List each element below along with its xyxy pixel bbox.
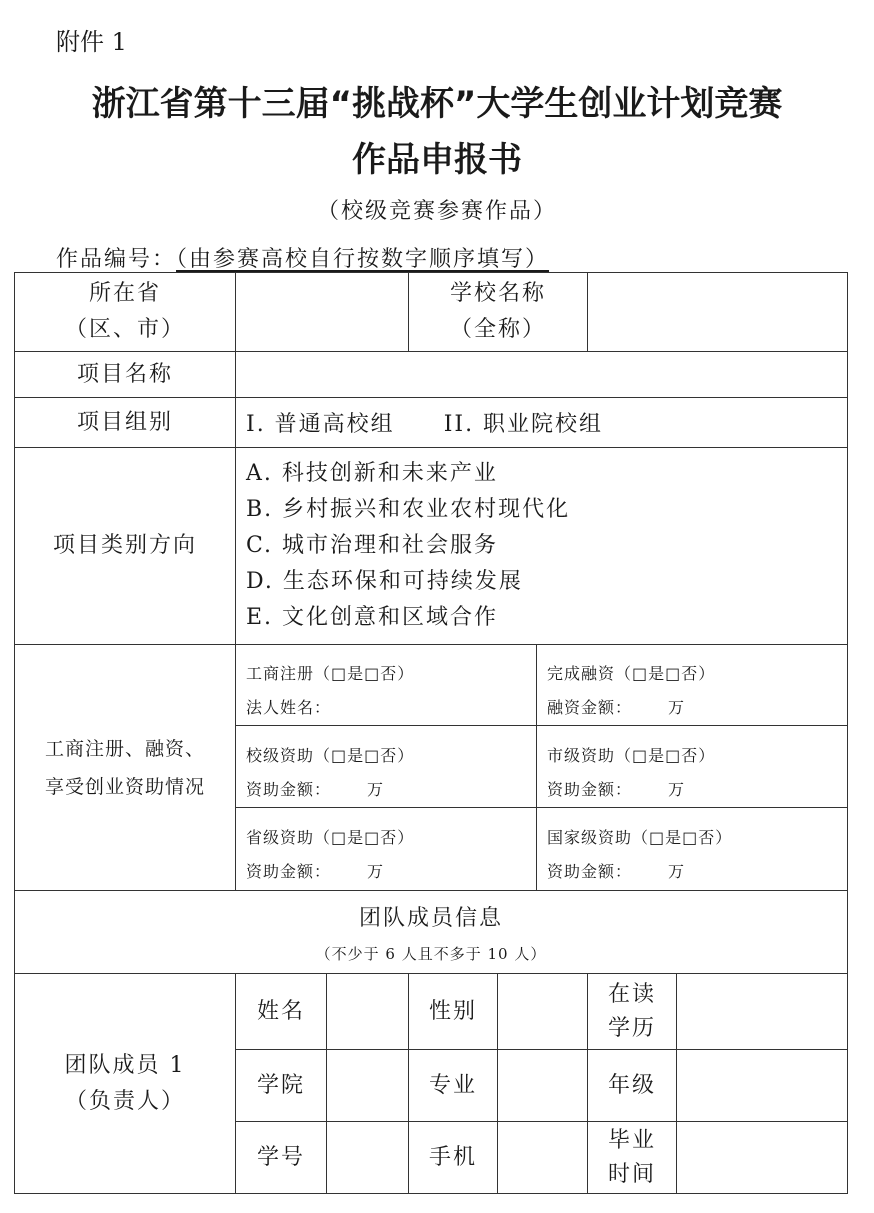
name-field[interactable]: [327, 974, 409, 1050]
student-id-field[interactable]: [327, 1122, 409, 1194]
major-field[interactable]: [498, 1050, 588, 1122]
grade-label: 年级: [588, 1050, 677, 1122]
graduation-time-field[interactable]: [677, 1122, 848, 1194]
attachment-label: 附件 1: [56, 28, 127, 56]
financing-cell[interactable]: 完成融资（□是□否） 融资金额： 万: [537, 645, 848, 726]
team-info-title: 团队成员信息: [359, 906, 504, 931]
group-option-general[interactable]: I. 普通高校组: [246, 412, 395, 437]
category-option-e[interactable]: E. 文化创意和区域合作: [246, 605, 499, 630]
college-field[interactable]: [327, 1050, 409, 1122]
team-member-1-label: 团队成员 1 （负责人）: [15, 974, 236, 1194]
school-name-field[interactable]: [588, 273, 848, 352]
business-registration-cell[interactable]: 工商注册（□是□否） 法人姓名：: [236, 645, 537, 726]
major-label: 专业: [409, 1050, 498, 1122]
gender-field[interactable]: [498, 974, 588, 1050]
national-funding-cell[interactable]: 国家级资助（□是□否） 资助金额： 万: [537, 808, 848, 891]
form-title-line2: 作品申报书: [352, 140, 522, 180]
work-number-row: [56, 242, 549, 273]
group-option-vocational[interactable]: II. 职业院校组: [443, 412, 604, 437]
phone-label: 手机: [409, 1122, 498, 1194]
team-info-note: （不少于 6 人且不多于 10 人）: [315, 945, 547, 963]
province-label: 所在省 （区、市）: [15, 273, 236, 352]
school-funding-cell[interactable]: 校级资助（□是□否） 资助金额： 万: [236, 726, 537, 808]
school-name-label: 学校名称 （全称）: [409, 273, 588, 352]
grade-field[interactable]: [677, 1050, 848, 1122]
application-form-table: [14, 272, 848, 1194]
education-label: 在读 学历: [588, 974, 677, 1050]
project-group-label: 项目组别: [15, 398, 236, 448]
category-options[interactable]: [236, 448, 848, 645]
education-field[interactable]: [677, 974, 848, 1050]
category-option-b[interactable]: B. 乡村振兴和农业农村现代化: [246, 497, 571, 522]
project-name-field[interactable]: [236, 352, 848, 398]
province-funding-cell[interactable]: 省级资助（□是□否） 资助金额： 万: [236, 808, 537, 891]
form-subtitle: （校级竞赛参赛作品）: [316, 199, 557, 224]
project-group-options[interactable]: [236, 398, 848, 448]
city-funding-cell[interactable]: 市级资助（□是□否） 资助金额： 万: [537, 726, 848, 808]
work-number-field[interactable]: （由参赛高校自行按数字顺序填写）: [176, 247, 550, 272]
work-number-label: 作品编号：: [56, 247, 177, 272]
category-option-d[interactable]: D. 生态环保和可持续发展: [246, 569, 523, 594]
form-title: 浙江省第十三届“挑战杯”大学生创业计划竞赛: [91, 84, 783, 124]
gender-label: 性别: [409, 974, 498, 1050]
name-label: 姓名: [236, 974, 327, 1050]
team-info-header: [15, 891, 848, 974]
project-name-label: 项目名称: [15, 352, 236, 398]
category-option-a[interactable]: A. 科技创新和未来产业: [246, 461, 498, 486]
college-label: 学院: [236, 1050, 327, 1122]
student-id-label: 学号: [236, 1122, 327, 1194]
finance-label: 工商注册、融资、 享受创业资助情况: [15, 645, 236, 891]
phone-field[interactable]: [498, 1122, 588, 1194]
category-label: 项目类别方向: [15, 448, 236, 645]
category-option-c[interactable]: C. 城市治理和社会服务: [246, 533, 499, 558]
province-field[interactable]: [236, 273, 409, 352]
graduation-time-label: 毕业 时间: [588, 1122, 677, 1194]
